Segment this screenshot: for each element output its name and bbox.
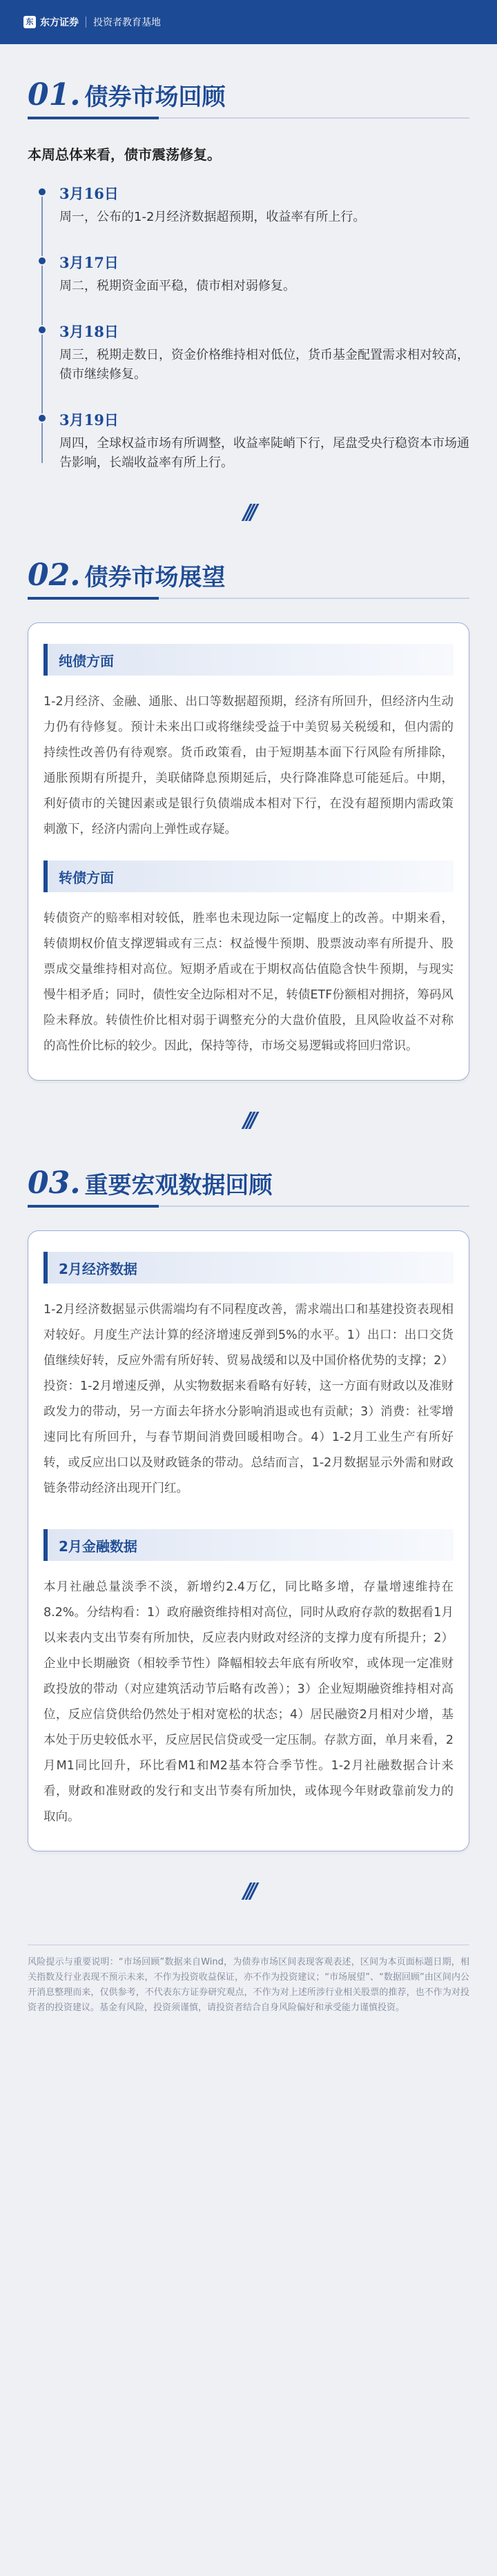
timeline-text: 周二，税期资金面平稳，债市相对弱修复。	[59, 279, 295, 293]
timeline-dot-icon	[37, 187, 47, 197]
logo-icon: 东	[23, 16, 36, 28]
section-heading: 债券市场展望	[84, 563, 226, 591]
slash-divider-icon: ///	[243, 1879, 254, 1903]
section-underline	[28, 117, 469, 119]
timeline-text: 周四，全球权益市场有所调整，收益率陡峭下行，尾盘受央行稳资本市场通告影响，长端收益率有所上行。	[59, 436, 469, 470]
macro-card	[28, 1230, 469, 1851]
header-tag: 投资者教育基地	[93, 17, 161, 28]
section-number: 01.	[28, 77, 81, 112]
outlook-card	[28, 622, 469, 1081]
section-heading: 重要宏观数据回顾	[84, 1171, 273, 1199]
subheading-label: 纯债方面	[59, 652, 114, 669]
subheading-label: 2月经济数据	[59, 1260, 137, 1277]
timeline	[41, 183, 469, 473]
slash-divider-icon: ///	[243, 500, 254, 524]
timeline-date: 3月17日	[59, 254, 119, 271]
timeline-date: 3月18日	[59, 323, 119, 340]
timeline-item	[41, 409, 469, 473]
section-divider	[0, 1108, 497, 1132]
subheading-economic-data	[43, 1252, 454, 1284]
section-title-review	[0, 44, 497, 110]
subheading-label: 2月金融数据	[59, 1537, 137, 1555]
risk-disclaimer: 风险提示与重要说明：“市场回顾”数据来自Wind，为债券市场区间表现客观表述，区间为本页面标题日期，相关指数及行业表现不预示未来，不作为投资收益保证，亦不作为投资建议；“市场展望”、“数据回顾”由区间内公开消息整理而来，仅供参考，不代表东方证券研究观点，不作为对上述所涉行业相关股票的推荐，也不作为对投资者的投资建议。基金有风险，投资须谨慎，请投资者结合自身风险偏好和承受能力谨慎投资。	[28, 1945, 469, 2016]
timeline-text: 周一，公布的1-2月经济数据超预期，收益率有所上行。	[59, 210, 366, 224]
brand-name: 东方证券	[40, 17, 79, 28]
subheading-pure-bond	[43, 644, 454, 676]
subheading-convertible	[43, 861, 454, 892]
pure-bond-paragraph: 1-2月经济、金融、通胀、出口等数据超预期，经济有所回升，但经济内生动力仍有待修复。预计未来出口或将继续受益于中美贸易关税缓和，但内需的持续性改善仍有待观察。货币政策看，由于短期基本面下行风险有所排除，通胀预期有所提升，美联储降息预期延后，央行降准降息可能延后。中期，利好债市的关键因素或是银行负债端成本相对下行，在没有超预期内需政策刺激下，经济内需向上弹性或存疑。	[43, 695, 454, 836]
timeline-text: 周三，税期走数日，资金价格维持相对低位，货币基金配置需求相对较高，债市继续修复。	[59, 348, 469, 382]
section-underline	[28, 598, 469, 599]
timeline-item	[41, 183, 469, 227]
subheading-label: 转债方面	[59, 869, 114, 886]
subheading-financial-data	[43, 1529, 454, 1561]
timeline-date: 3月16日	[59, 185, 119, 202]
timeline-dot-icon	[37, 413, 47, 423]
section-title-outlook	[0, 524, 497, 591]
timeline-date: 3月19日	[59, 411, 119, 429]
section-title-macro	[0, 1132, 497, 1199]
convertible-paragraph: 转债资产的赔率相对较低，胜率也未现边际一定幅度上的改善。中期来看，转债期权价值支撑逻辑或有三点：权益慢牛预期、股票波动率有所提升、股票成交量维持相对高位。短期矛盾或在于期权高估值隐含快牛预期，与现实慢牛相矛盾；同时，债性安全边际相对不足，转债ETF份额相对拥挤，筹码风险未释放。转债性价比相对弱于调整充分的大盘价值股，且风险收益不对称的高性价比标的较少。因此，保持等待，市场交易逻辑或将回归常识。	[43, 912, 454, 1053]
timeline-item	[41, 252, 469, 296]
slash-divider-icon: ///	[243, 1108, 254, 1132]
review-lead: 本周总体来看，债市震荡修复。	[28, 146, 221, 163]
top-bar	[0, 0, 497, 44]
timeline-dot-icon	[37, 256, 47, 266]
economic-data-paragraph: 1-2月经济数据显示供需端均有不同程度改善，需求端出口和基建投资表现相对较好。月度生产法计算的经济增速反弹到5%的水平。1）出口：出口交货值继续好转，反应外需有所好转、贸易战缓和以及中国价格优势的支撑；2）投资：1-2月增速反弹，从实物数据来看略有好转，这一方面有财政以及准财政发力的带动，另一方面去年挤水分影响消退或也有贡献；3）消费：社零增速同比有所回升，与春节期间消费回暖相吻合。4）1-2月工业生产有所好转，或反应出口以及财政链条的带动。总结而言，1-2月数据显示外需和财政链条带动经济出现开门红。	[43, 1303, 454, 1495]
timeline-dot-icon	[37, 325, 47, 335]
section-divider	[0, 1879, 497, 1903]
section-number: 03.	[28, 1166, 81, 1201]
timeline-item	[41, 321, 469, 384]
brand-logo[interactable]	[23, 15, 79, 29]
section-divider	[0, 500, 497, 524]
section-underline	[28, 1206, 469, 1207]
section-heading: 债券市场回顾	[84, 83, 226, 111]
financial-data-paragraph: 本月社融总量淡季不淡，新增约2.4万亿，同比略多增，存量增速维持在8.2%。分结构看：1）政府融资维持相对高位，同时从政府存款的数据看1月以来表内支出节奏有所加快，反应表内财政对经济的支撑力度有所提升；2）企业中长期融资（相较季节性）降幅相较去年底有所收窄，或体现一定准财政投放的带动（对应建筑活动节后略有改善）；3）企业短期融资维持相对高位，反应信贷供给仍然处于相对宽松的状态；4）居民融资2月相对少增，基本处于历史较低水平，反应居民信贷或受一定压制。存款方面，单月来看，2月M1同比回升，环比看M1和M2基本符合季节性。1-2月社融数据合计来看，财政和准财政的发行和支出节奏有所加快，或体现今年财政靠前发力的取向。	[43, 1580, 454, 1824]
section-number: 02.	[28, 558, 81, 593]
